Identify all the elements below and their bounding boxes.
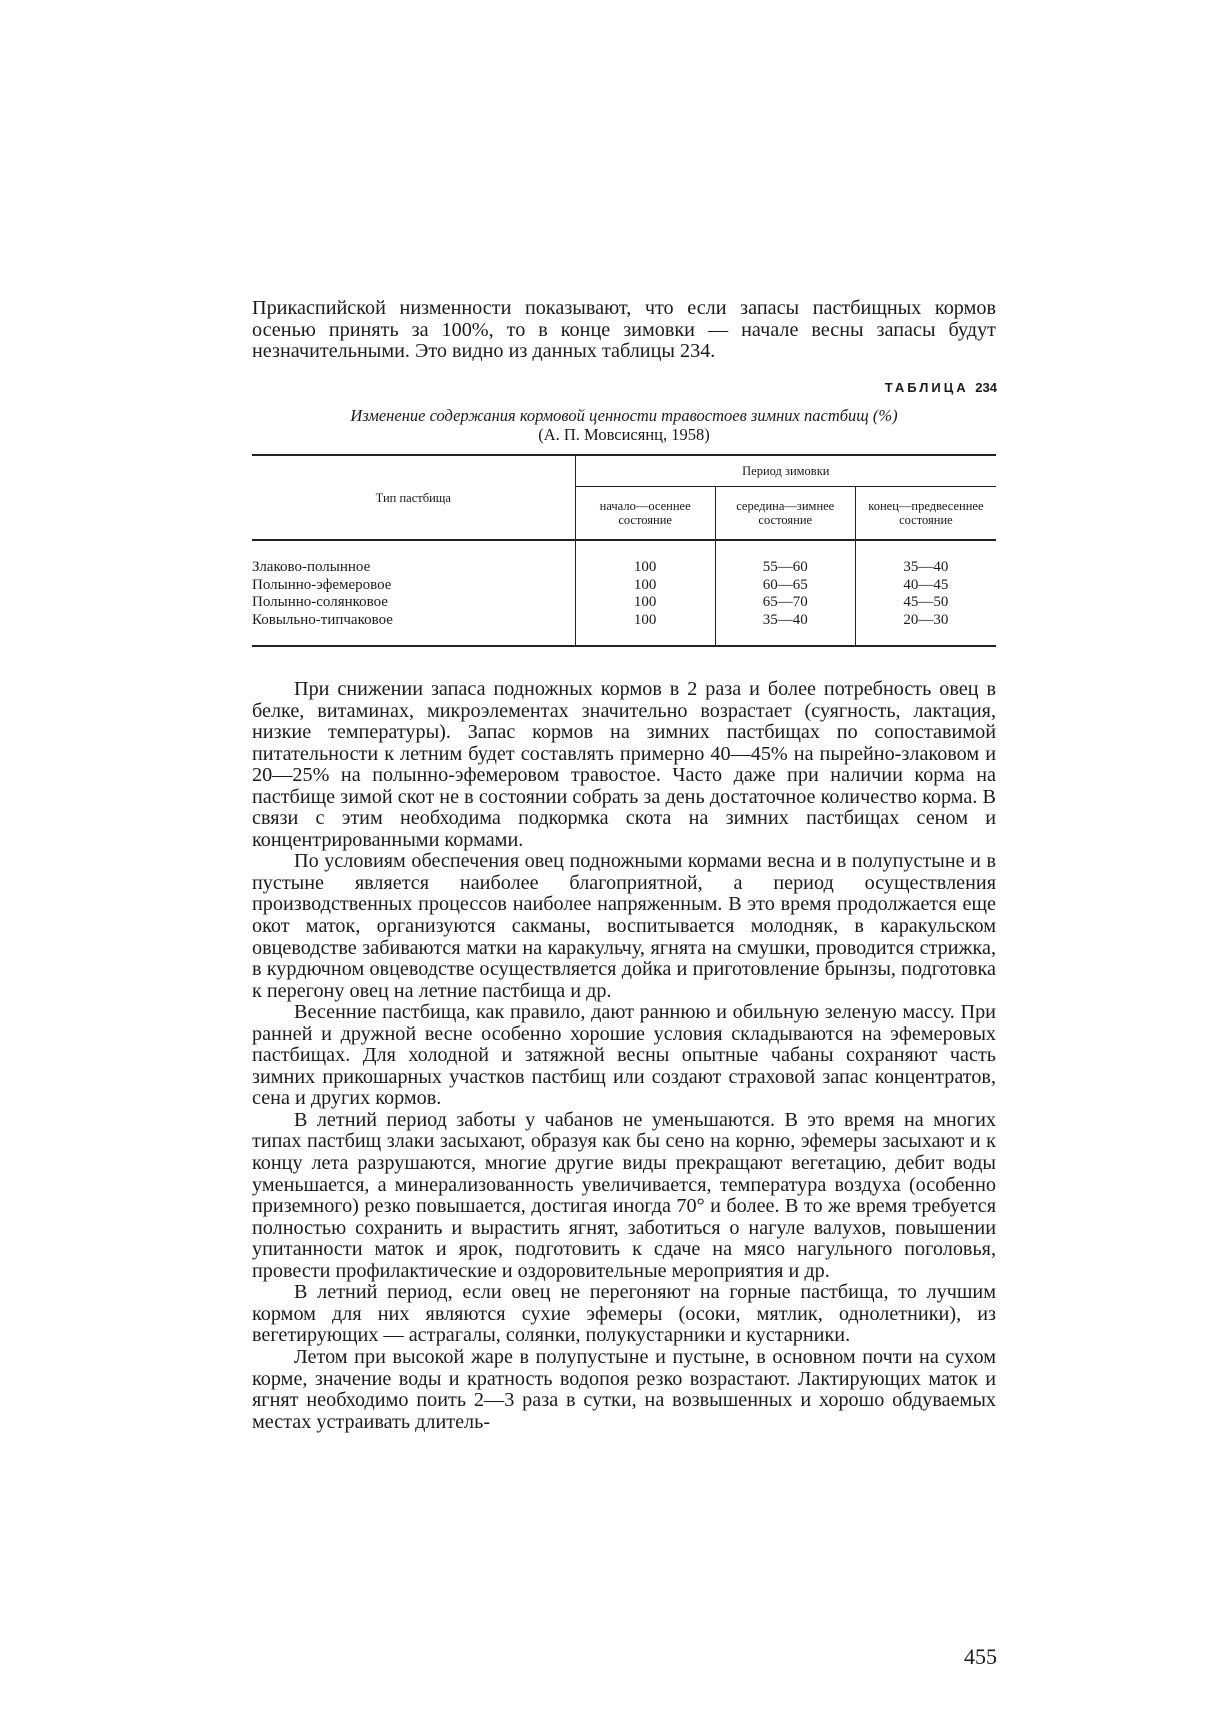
cell-start: 100 — [575, 540, 715, 577]
paragraph: Летом при высокой жаре в полупустыне и пустыне, в основном почти на сухом корме, значение воды и кратность водопоя резко возрастают. Лактирующих маток и ягнят необходимо поить 2—3 раза в сутки, на возвышенных и хорошо обдуваемых местах устраивать длитель- — [252, 1345, 996, 1433]
cell-middle: 35—40 — [715, 612, 855, 647]
body-text — [252, 679, 996, 1433]
table-author: (А. П. Мовсисянц, 1958) — [538, 425, 710, 444]
cell-end: 20—30 — [903, 611, 949, 628]
intro-paragraph: Прикаспийской низменности показывают, что если запасы пастбищных кормов осенью принять за 100%, то в конце зимовки — начале весны запасы будут незначительными. Это видно из данных таблицы 234. — [252, 297, 996, 363]
header-start: начало—осеннее состояние — [575, 487, 715, 541]
paragraph: Весенние пастбища, как правило, дают раннюю и обильную зеленую массу. При ранней и дружной весне особенно хорошие условия складываются на эфемеровых пастбищах. Для холодной и затяжной весны опытные чабаны сохраняют часть зимних прикошарных участков пастбищ или создают страховой запас концентратов, сена и других кормов. — [252, 1001, 996, 1110]
cell-end: 40—45 — [903, 576, 949, 593]
cell-start: 100 — [575, 594, 715, 612]
data-table — [252, 454, 996, 647]
header-middle: середина—зимнее состояние — [715, 487, 855, 541]
cell-middle: 55—60 — [715, 540, 855, 577]
table-number: 234 — [975, 380, 997, 395]
paragraph: В летний период, если овец не перегоняют на горные пастбища, то лучшим кормом для них являются сухие эфемеры (осоки, мятлик, однолетники), из вегетирующих — астрагалы, солянки, полукустарники и кустарники. — [252, 1281, 996, 1347]
table-label-word: ТАБЛИЦА — [884, 380, 969, 395]
cell-start: 100 — [575, 577, 715, 595]
table-label — [885, 380, 997, 395]
header-end: конец—предвесеннее состояние — [868, 499, 984, 527]
table-row — [252, 612, 996, 647]
cell-type: Полынно-солянковое — [252, 594, 575, 612]
table-title: Изменение содержания кормовой ценности травостоев зимних пастбищ (%) — [350, 406, 898, 425]
cell-middle: 60—65 — [715, 577, 855, 595]
cell-middle: 65—70 — [715, 594, 855, 612]
cell-type: Злаково-полынное — [252, 540, 575, 577]
header-wintering-period: Период зимовки — [575, 455, 996, 487]
cell-type: Ковыльно-типчаковое — [252, 612, 575, 647]
table-caption — [252, 406, 996, 444]
paragraph: В летний период заботы у чабанов не уменьшаются. В это время на многих типах пастбищ злаки засыхают, образуя как бы сено на корню, эфемеры засыхают и к концу лета разрушаются, многие другие виды прекращают вегетацию, дебит воды уменьшается, а минерализованность увеличивается, температура воздуха (особенно приземного) резко повышается, достигая иногда 70° и более. В то же время требуется полностью сохранить и вырастить ягнят, заботиться о нагуле валухов, повышении упитанности маток и ярок, подготовить к сдаче на мясо нагульного поголовья, провести профилактические и оздоровительные мероприятия и др. — [252, 1108, 996, 1282]
table-row — [252, 540, 996, 577]
table-row — [252, 594, 996, 612]
page-number: 455 — [964, 1644, 997, 1669]
paragraph: При снижении запаса подножных кормов в 2 раза и более потребность овец в белке, витаминах, микроэлементах значительно возрастает (суягность, лактация, низкие температуры). Запас кормов на зимних пастбищах по сопоставимой питательности к летним будет составлять примерно 40—45% на пырейно-злаковом и 20—25% на полынно-эфемеровом травостое. Часто даже при наличии корма на пастбище зимой скот не в состоянии собрать за день достаточное количество корма. В связи с этим необходима подкормка скота на зимних пастбищах сеном и концентрированными кормами. — [252, 678, 996, 851]
header-pasture-type: Тип пастбища — [252, 455, 575, 540]
cell-start: 100 — [575, 612, 715, 647]
paragraph: По условиям обеспечения овец подножными кормами весна и в полупустыне и в пустыне является наиболее благоприятной, а период осуществления производственных процессов наиболее напряженным. В это время продолжается еще окот маток, организуются сакманы, воспитывается молодняк, в каракульском овцеводстве забиваются матки на каракульчу, ягнята на смушки, проводится стрижка, в курдючном овцеводстве осуществляется дойка и приготовление брынзы, подготовка к перегону овец на летние пастбища и др. — [252, 850, 996, 1002]
table-row — [252, 577, 996, 595]
cell-end: 45—50 — [903, 594, 949, 610]
cell-end: 35—40 — [903, 559, 949, 575]
cell-type: Полынно-эфемеровое — [252, 577, 575, 595]
